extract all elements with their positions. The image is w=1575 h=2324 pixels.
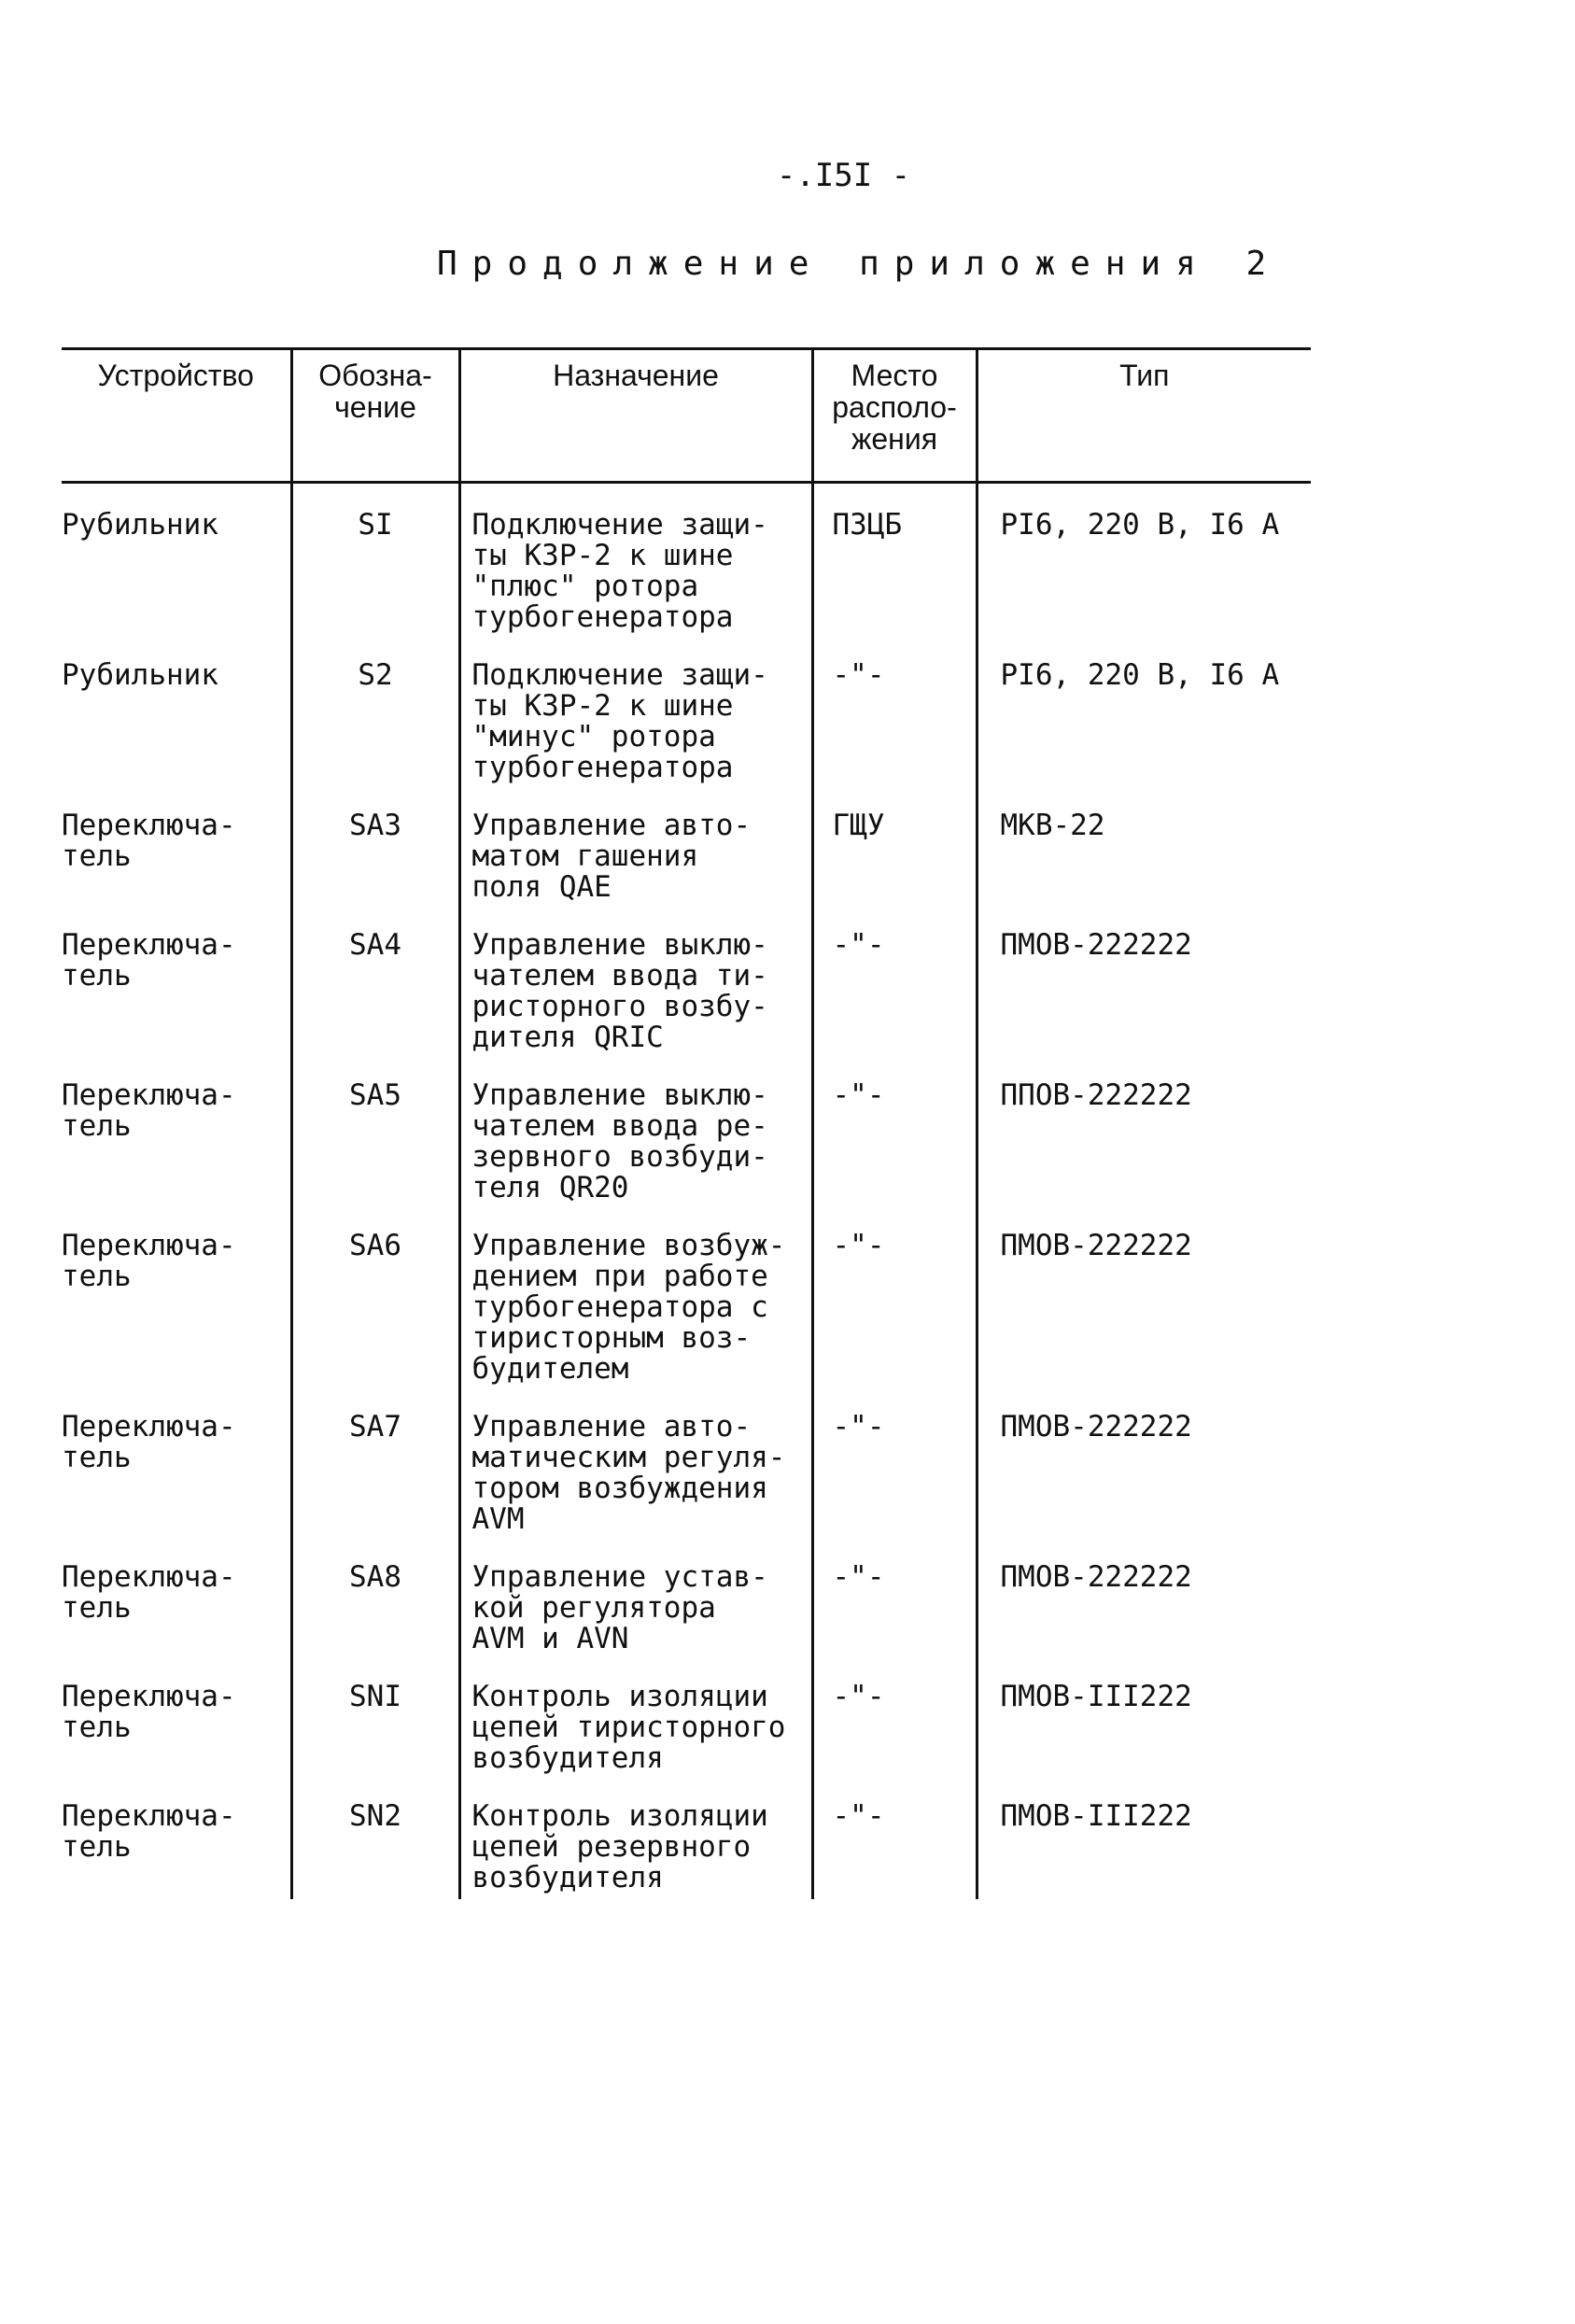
table-row xyxy=(62,1411,1311,1561)
designation-cell: SA5 xyxy=(291,1079,459,1230)
table-row xyxy=(62,1681,1311,1800)
designation-cell: SI xyxy=(291,483,459,660)
device-cell: Рубильник xyxy=(62,658,218,692)
table-header-row xyxy=(62,349,1311,483)
device-cell: Переключа- тель xyxy=(62,1799,236,1864)
type-cell: ПМОВ-III222 xyxy=(977,1681,1311,1800)
purpose-cell: Управление авто- матическим регуля- тором возбуждения AVM xyxy=(459,1411,812,1561)
table-body xyxy=(62,483,1311,1900)
type-cell: ПМОВ-III222 xyxy=(977,1800,1311,1899)
device-cell: Переключа- тель xyxy=(62,1560,236,1625)
location-cell: -"- xyxy=(812,1681,977,1800)
device-cell: Переключа- тель xyxy=(62,809,236,873)
designation-cell: SA4 xyxy=(291,929,459,1079)
device-cell: Переключа- тель xyxy=(62,1680,236,1744)
table-row xyxy=(62,659,1311,810)
device-cell: Рубильник xyxy=(62,508,218,542)
purpose-cell: Подключение защи- ты КЗР-2 к шине "плюс" ротора турбогенератора xyxy=(459,483,812,660)
type-cell: PI6, 220 В, I6 А xyxy=(977,659,1311,810)
type-cell: ПМОВ-222222 xyxy=(977,1230,1311,1411)
header-purpose: Назначение xyxy=(459,349,812,483)
designation-cell: S2 xyxy=(291,659,459,810)
type-cell: МКВ-22 xyxy=(977,810,1311,929)
designation-cell: SA3 xyxy=(291,810,459,929)
appendix-caption: Продолжение приложения 2 xyxy=(437,245,1282,283)
equipment-table xyxy=(62,347,1311,1899)
page-number: -.I5I - xyxy=(776,157,911,194)
type-cell: ПМОВ-222222 xyxy=(977,929,1311,1079)
device-cell: Переключа- тель xyxy=(62,1078,236,1143)
designation-cell: SA8 xyxy=(291,1561,459,1681)
type-cell: ППОВ-222222 xyxy=(977,1079,1311,1230)
type-cell: ПМОВ-222222 xyxy=(977,1411,1311,1561)
header-type: Тип xyxy=(977,349,1311,483)
device-cell: Переключа- тель xyxy=(62,1229,236,1293)
purpose-cell: Контроль изоляции цепей тиристорного возбудителя xyxy=(459,1681,812,1800)
designation-cell: SA6 xyxy=(291,1230,459,1411)
table-row xyxy=(62,810,1311,929)
location-cell: -"- xyxy=(812,1079,977,1230)
purpose-cell: Управление устав- кой регулятора AVM и AVN xyxy=(459,1561,812,1681)
header-device: Устройство xyxy=(62,349,291,483)
table-row xyxy=(62,1079,1311,1230)
device-cell: Переключа- тель xyxy=(62,928,236,993)
location-cell: ГЩУ xyxy=(812,810,977,929)
location-cell: -"- xyxy=(812,1230,977,1411)
purpose-cell: Управление выклю- чателем ввода ти- ристорного возбу- дителя QRIC xyxy=(459,929,812,1079)
table-row xyxy=(62,483,1311,660)
location-cell: ПЗЦБ xyxy=(812,483,977,660)
purpose-cell: Управление авто- матом гашения поля QAE xyxy=(459,810,812,929)
type-cell: ПМОВ-222222 xyxy=(977,1561,1311,1681)
purpose-cell: Управление выклю- чателем ввода ре- зервного возбуди- теля QR20 xyxy=(459,1079,812,1230)
purpose-cell: Подключение защи- ты КЗР-2 к шине "минус" ротора турбогенератора xyxy=(459,659,812,810)
header-location: Место располо- жения xyxy=(812,349,977,483)
device-cell: Переключа- тель xyxy=(62,1410,236,1474)
designation-cell: SA7 xyxy=(291,1411,459,1561)
table-row xyxy=(62,1561,1311,1681)
purpose-cell: Контроль изоляции цепей резервного возбудителя xyxy=(459,1800,812,1899)
header-designation: Обозна- чение xyxy=(291,349,459,483)
location-cell: -"- xyxy=(812,929,977,1079)
designation-cell: SNI xyxy=(291,1681,459,1800)
location-cell: -"- xyxy=(812,659,977,810)
designation-cell: SN2 xyxy=(291,1800,459,1899)
table-row xyxy=(62,929,1311,1079)
location-cell: -"- xyxy=(812,1411,977,1561)
table-row xyxy=(62,1230,1311,1411)
purpose-cell: Управление возбуж- дением при работе турбогенератора с тиристорным воз- будителем xyxy=(459,1230,812,1411)
type-cell: PI6, 220 В, I6 А xyxy=(977,483,1311,660)
location-cell: -"- xyxy=(812,1561,977,1681)
table-row xyxy=(62,1800,1311,1899)
location-cell: -"- xyxy=(812,1800,977,1899)
